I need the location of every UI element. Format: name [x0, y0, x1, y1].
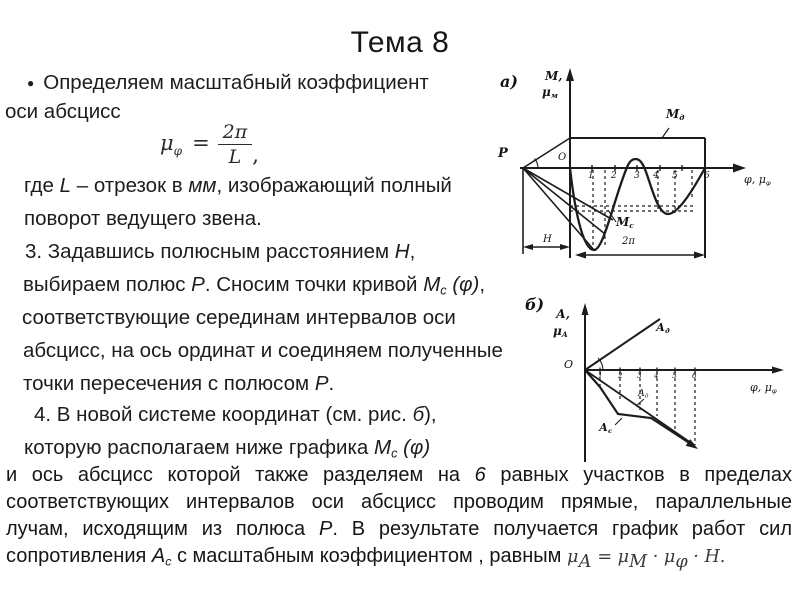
y-axis-arrow — [566, 68, 574, 81]
y-axis-arrow — [582, 303, 589, 315]
figure-a-tick-1: 1 — [588, 171, 594, 181]
figure-b-letter: б) — [525, 295, 545, 314]
bottom-paragraph-line-4: сопротивления Ас с масштабным коэффициентом , равным μА = μМ · μφ · Н. — [6, 545, 726, 572]
figure-b-tick-6: 6 — [692, 372, 697, 380]
formula-fraction — [218, 121, 253, 168]
figure-a-pole-label: Р — [498, 146, 508, 161]
figure-b-tick-1: 1 — [598, 372, 603, 380]
pole-ray-3 — [523, 168, 613, 220]
figure-b-y-axis-label-mu-a: μА — [553, 324, 568, 340]
two-pi-arrow-left — [575, 252, 586, 259]
figure-a-tick-3: 3 — [634, 171, 640, 181]
step4-line-1: 4. В новой системе координат (см. рис. б), — [34, 403, 437, 426]
figure-a-mc-label: Мс — [616, 215, 634, 231]
md-label-leader — [662, 128, 669, 138]
figure-b-tick-3: 3 — [637, 372, 642, 380]
figure-a-md-label: Мд — [666, 107, 685, 123]
h-arrow-left — [523, 244, 533, 250]
figure-a-h-label: Н — [543, 234, 552, 245]
h-arrow-right — [560, 244, 570, 250]
figure-b-y-axis-label-a: А, — [556, 307, 570, 321]
step4-line-2: которую располагаем ниже графика Мс (φ) — [24, 436, 431, 461]
formula-lhs-sub: φ — [173, 144, 183, 158]
bullet-item-line-2: оси абсцисс — [5, 100, 121, 123]
formula-comma: , — [252, 143, 259, 167]
figure-a-origin-label: О — [558, 152, 567, 163]
formula-lhs-mu: μ — [160, 131, 174, 155]
formula-denominator: L — [228, 146, 242, 168]
figure-a-y-axis-label-mu-m: μм — [542, 85, 558, 101]
figure-b-origin-label: О — [564, 358, 574, 371]
figure-a-x-axis-label: φ, μφ — [744, 173, 771, 187]
figure-b-ad-ray-label: Ад — [656, 321, 670, 335]
text-line-where-L: где L – отрезок в мм, изображающий полный — [24, 174, 452, 197]
x-axis-arrow — [772, 367, 784, 374]
figure-a-letter: а) — [500, 72, 518, 91]
step3-line-5: точки пересечения с полюсом Р. — [23, 372, 335, 395]
figure-b-ac-label: Ас — [599, 421, 613, 435]
figure-b-tick-4: 4 — [654, 372, 659, 380]
figure-a-two-pi-label: 2π — [622, 236, 635, 247]
page-title: Тема 8 — [350, 26, 450, 59]
bottom-paragraph-line-3: лучам, исходящим из полюса Р. В результате получается график работ сил — [6, 518, 792, 540]
bottom-paragraph-line-2: соответствующих интервалов оси абсцисс проводим прямые, параллельные — [6, 491, 792, 513]
formula-numerator: 2π — [218, 121, 253, 145]
formula-equals: = — [192, 131, 210, 155]
step3-line-3: соответствующие серединам интервалов оси — [22, 306, 456, 329]
bottom-paragraph-line-1: и ось абсцисс которой также разделяем на 6 равных участков в пределах — [6, 464, 792, 486]
ad-ray — [585, 319, 660, 370]
figure-b-x-axis-label: φ, μφ — [750, 381, 777, 395]
text-line-rotation: поворот ведущего звена. — [24, 207, 262, 230]
two-pi-arrow-right — [694, 252, 705, 259]
bullet-item-line-1 — [27, 70, 429, 96]
bullet-marker: ● — [27, 76, 35, 90]
step3-line-1: 3. Задавшись полюсным расстоянием Н, — [25, 240, 416, 263]
bullet-item-text: Определяем масштабный коэффициент — [43, 71, 429, 94]
figure-b-tick-2: 2 — [618, 372, 623, 380]
figure-a-tick-6: 6 — [704, 171, 710, 181]
figure-a-tick-2: 2 — [611, 171, 617, 181]
figure-a-y-axis-label-m: М, — [545, 69, 563, 83]
figure-a-tick-4: 4 — [653, 171, 659, 181]
step3-line-4: абсцисс, на ось ординат и соединяем полученные — [23, 339, 503, 362]
step3-line-2: выбираем полюс Р. Сносим точки кривой Мс (φ), — [23, 273, 486, 298]
figure-b-tick-5: 5 — [672, 372, 677, 380]
figure-b-ad-chord-label: Ад — [638, 389, 649, 400]
x-axis-arrow — [733, 164, 746, 173]
figure-a-tick-5: 5 — [672, 171, 678, 181]
ac-label-leader — [615, 418, 622, 425]
formula-mu-phi — [160, 121, 259, 168]
